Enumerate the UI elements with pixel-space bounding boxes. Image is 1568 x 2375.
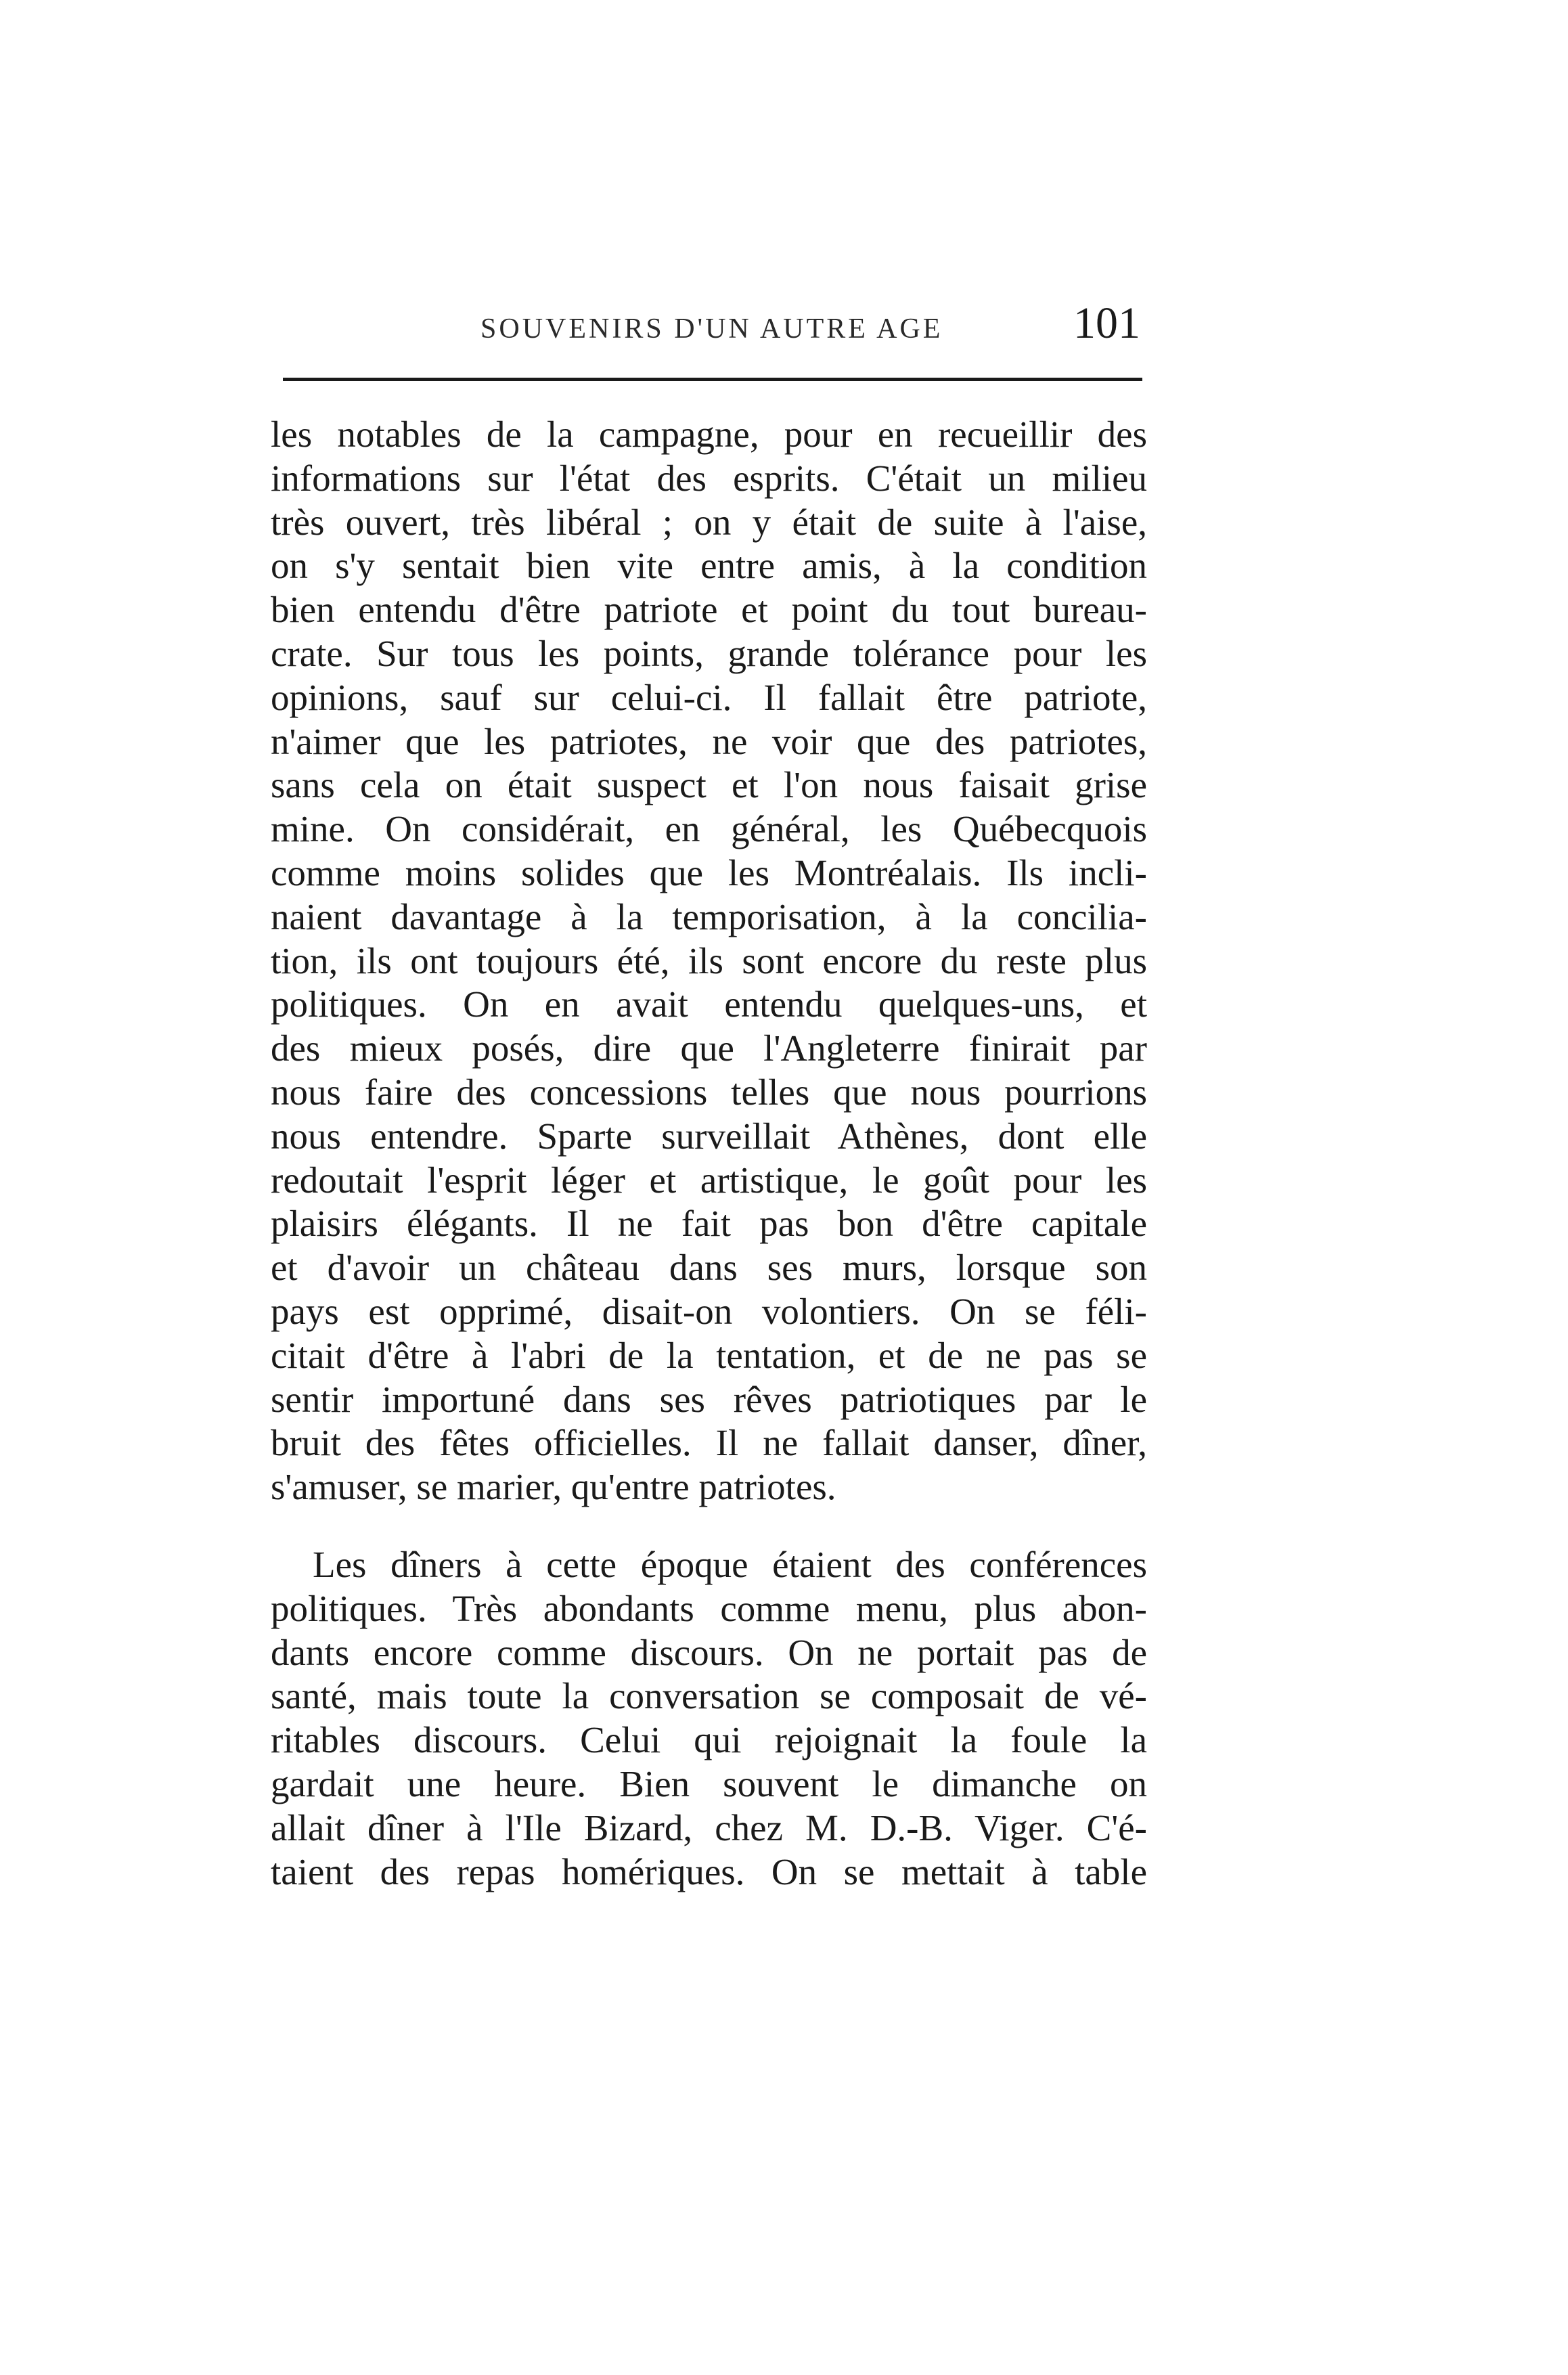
text-line: nous faire des concessions telles que nous pourrions	[271, 1071, 1147, 1113]
text-line: allait dîner à l'Ile Bizard, chez M. D.-B. Viger. C'é-	[271, 1806, 1147, 1848]
text-line: dants encore comme discours. On ne portait pas de	[271, 1631, 1147, 1673]
text-line: on s'y sentait bien vite entre amis, à la condition	[271, 545, 1147, 587]
text-line: opinions, sauf sur celui-ci. Il fallait être patriote,	[271, 676, 1147, 718]
paragraph-2	[271, 1543, 1147, 1894]
text-line: Les dîners à cette époque étaient des conférences	[313, 1543, 1147, 1585]
text-line: mine. On considérait, en général, les Québecquois	[271, 808, 1147, 850]
text-line: pays est opprimé, disait-on volontiers. On se féli-	[271, 1290, 1147, 1332]
text-line: n'aimer que les patriotes, ne voir que des patriotes,	[271, 720, 1147, 762]
text-line: plaisirs élégants. Il ne fait pas bon d'être capitale	[271, 1203, 1147, 1245]
text-line: crate. Sur tous les points, grande tolérance pour les	[271, 632, 1147, 674]
text-line: tion, ils ont toujours été, ils sont encore du reste plus	[271, 939, 1147, 981]
paragraph-1	[271, 413, 1147, 1509]
text-line: gardait une heure. Bien souvent le dimanche on	[271, 1762, 1147, 1804]
text-line: bien entendu d'être patriote et point du tout bureau-	[271, 589, 1147, 631]
page-number: 101	[1073, 298, 1140, 348]
text-line: bruit des fêtes officielles. Il ne fallait danser, dîner,	[271, 1422, 1147, 1464]
text-line: très ouvert, très libéral ; on y était de suite à l'aise,	[271, 501, 1147, 543]
text-line: taient des repas homériques. On se mettait à table	[271, 1850, 1147, 1892]
text-line: sans cela on était suspect et l'on nous faisait grise	[271, 764, 1147, 806]
text-line: nous entendre. Sparte surveillait Athènes, dont elle	[271, 1115, 1147, 1157]
text-line: ritables discours. Celui qui rejoignait la foule la	[271, 1719, 1147, 1761]
text-line: comme moins solides que les Montréalais. Ils incli-	[271, 851, 1147, 893]
text-line: s'amuser, se marier, qu'entre patriotes.	[271, 1466, 836, 1508]
text-line: des mieux posés, dire que l'Angleterre finirait par	[271, 1027, 1147, 1069]
text-line: sentir importuné dans ses rêves patriotiques par le	[271, 1378, 1147, 1420]
text-line: redoutait l'esprit léger et artistique, le goût pour les	[271, 1159, 1147, 1201]
text-line: santé, mais toute la conversation se composait de vé-	[271, 1675, 1147, 1717]
text-line: les notables de la campagne, pour en recueillir des	[271, 414, 1147, 455]
paragraph-gap	[271, 1509, 1147, 1543]
text-line: naient davantage à la temporisation, à la concilia-	[271, 895, 1147, 937]
text-line: citait d'être à l'abri de la tentation, et de ne pas se	[271, 1334, 1147, 1376]
body-text	[271, 413, 1147, 1894]
page-header	[277, 298, 1140, 359]
text-line: politiques. Très abondants comme menu, plus abon-	[271, 1587, 1147, 1629]
text-line: et d'avoir un château dans ses murs, lorsque son	[271, 1247, 1147, 1289]
header-rule	[283, 378, 1142, 381]
text-line: informations sur l'état des esprits. C'était un milieu	[271, 457, 1147, 499]
text-line: politiques. On en avait entendu quelques-uns, et	[271, 983, 1147, 1025]
running-title: SOUVENIRS D'UN AUTRE AGE	[480, 313, 943, 345]
